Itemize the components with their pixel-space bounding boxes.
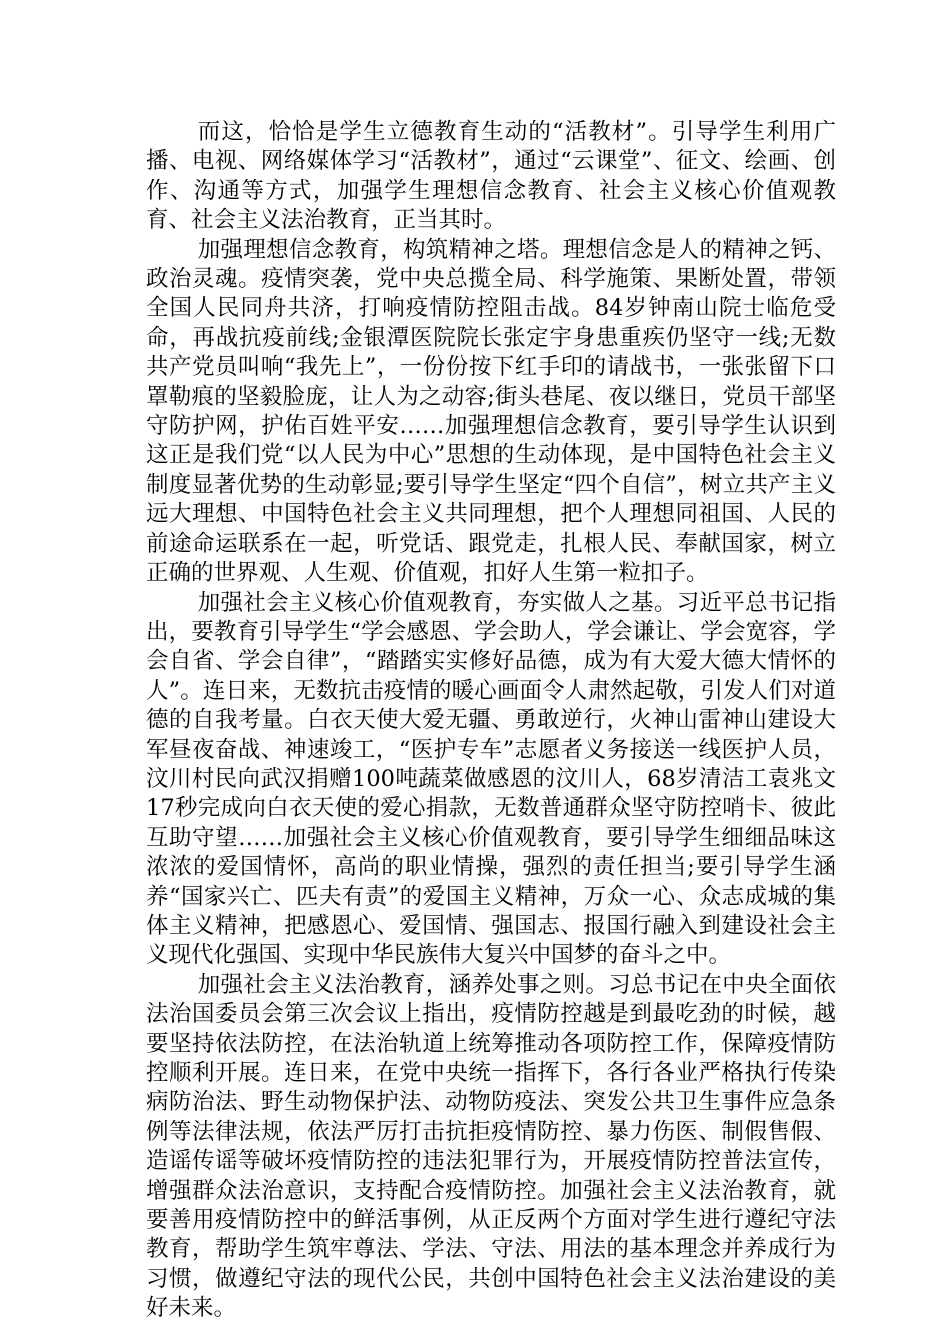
paragraph-rule-of-law-education: 加强社会主义法治教育，涵养处事之则。习总书记在中央全面依法治国委员会第三次会议上指出，疫情防控越是到最吃劲的时候，越要坚持依法防控，在法治轨道上统筹推动各项防控工作，保障疫情防控顺利开展。连日来，在党中央统一指挥下，各行各业严格执行传染病防治法、野生动物保护法、动物防疫法、突发公共卫生事件应急条例等法律法规，依法严厉打击抗拒疫情防控、暴力伤医、制假售假、造谣传谣等破坏疫情防控的违法犯罪行为，开展疫情防控普法宣传，增强群众法治意识，支持配合疫情防控。加强社会主义法治教育，就要善用疫情防控中的鲜活事例，从正反两个方面对学生进行遵纪守法教育，帮助学生筑牢尊法、学法、守法、用法的基本理念并养成行为习惯，做遵纪守法的现代公民，共创中国特色社会主义法治建设的美好未来。 <box>146 971 836 1322</box>
paragraph-ideals-education: 加强理想信念教育，构筑精神之塔。理想信念是人的精神之钙、政治灵魂。疫情突袭，党中央总揽全局、科学施策、果断处置，带领全国人民同舟共济，打响疫情防控阻击战。84岁钟南山院士临危受命，再战抗疫前线;金银潭医院院长张定宇身患重疾仍坚守一线;无数共产党员叫响“我先上”，一份份按下红手印的请战书，一张张留下口罩勒痕的坚毅脸庞，让人为之动容;街头巷尾、夜以继日，党员干部坚守防护网，护佑百姓平安……加强理想信念教育，要引导学生认识到这正是我们党“以人民为中心”思想的生动体现，是中国特色社会主义制度显著优势的生动彰显;要引导学生坚定“四个自信”，树立共产主义远大理想、中国特色社会主义共同理想，把个人理想同祖国、人民的前途命运联系在一起，听党话、跟党走，扎根人民、奉献国家，树立正确的世界观、人生观、价值观，扣好人生第一粒扣子。 <box>146 236 836 587</box>
paragraph-core-values-education: 加强社会主义核心价值观教育，夯实做人之基。习近平总书记指出，要教育引导学生“学会感恩、学会助人，学会谦让、学会宽容，学会自省、学会自律”，“踏踏实实修好品德，成为有大爱大德大情怀的人”。连日来，无数抗击疫情的暖心画面令人肃然起敬，引发人们对道德的自我考量。白衣天使大爱无疆、勇敢逆行，火神山雷神山建设大军昼夜奋战、神速竣工，“医护专车”志愿者义务接送一线医护人员，汶川村民向武汉捐赠100吨蔬菜做感恩的汶川人，68岁清洁工袁兆文17秒完成向白衣天使的爱心捐款，无数普通群众坚守防控哨卡、彼此互助守望……加强社会主义核心价值观教育，要引导学生细细品味这浓浓的爱国情怀，高尚的职业情操，强烈的责任担当;要引导学生涵养“国家兴亡、匹夫有责”的爱国主义精神，万众一心、众志成城的集体主义精神，把感恩心、爱国情、强国志、报国行融入到建设社会主义现代化强国、实现中华民族伟大复兴中国梦的奋斗之中。 <box>146 589 836 969</box>
document-body <box>146 118 836 1324</box>
paragraph-intro: 而这，恰恰是学生立德教育生动的“活教材”。引导学生利用广播、电视、网络媒体学习“活教材”，通过“云课堂”、征文、绘画、创作、沟通等方式，加强学生理想信念教育、社会主义核心价值观教育、社会主义法治教育，正当其时。 <box>146 119 836 234</box>
